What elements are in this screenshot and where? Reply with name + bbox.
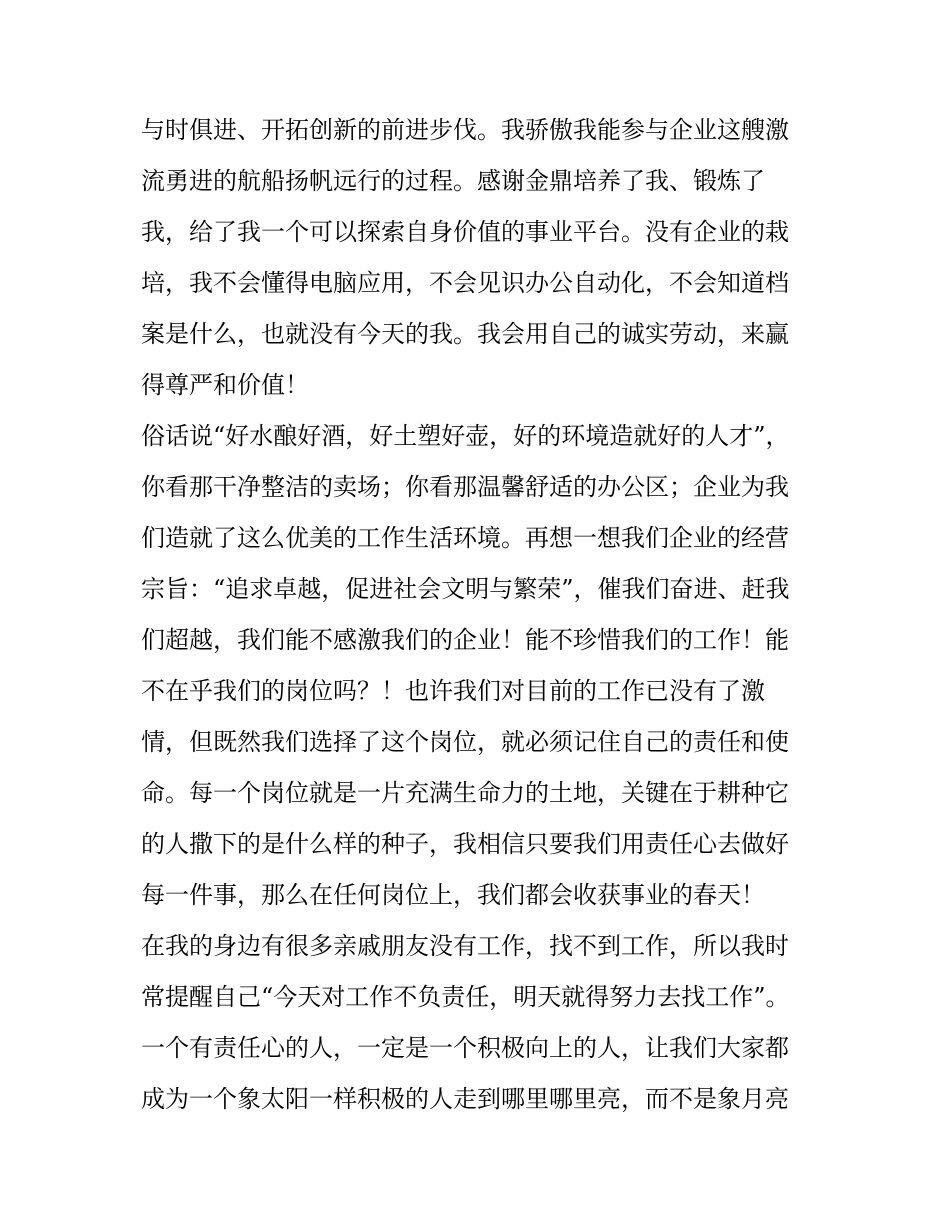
text-line: 命。每一个岗位就是一片充满生命力的土地，关键在于耕种它 <box>141 779 789 807</box>
text-line: 你看那干净整洁的卖场；你看那温馨舒适的办公区；企业为我 <box>141 473 789 501</box>
text-line: 们超越，我们能不感激我们的企业！能不珍惜我们的工作！能 <box>141 626 789 654</box>
text-line: 们造就了这么优美的工作生活环境。再想一想我们企业的经营 <box>141 524 789 552</box>
text-line: 一个有责任心的人，一定是一个积极向上的人，让我们大家都 <box>141 1034 789 1062</box>
text-line: 不在乎我们的岗位吗？！也许我们对目前的工作已没有了激 <box>141 677 765 705</box>
text-line: 的人撒下的是什么样的种子，我相信只要我们用责任心去做好 <box>141 830 789 858</box>
text-line: 在我的身边有很多亲戚朋友没有工作，找不到工作，所以我时 <box>141 932 789 960</box>
text-line: 案是什么，也就没有今天的我。我会用自己的诚实劳动，来赢 <box>141 320 789 348</box>
text-line: 每一件事，那么在任何岗位上，我们都会收获事业的春天！ <box>141 881 765 909</box>
text-line: 常提醒自己“今天对工作不负责任，明天就得努力去找工作”。 <box>141 983 790 1011</box>
text-line: 得尊严和价值！ <box>141 371 309 399</box>
text-line: 成为一个象太阳一样积极的人走到哪里哪里亮，而不是象月亮 <box>141 1085 789 1113</box>
text-line: 培，我不会懂得电脑应用，不会见识办公自动化，不会知道档 <box>141 269 789 297</box>
text-line: 俗话说“好水酿好酒，好土塑好壶，好的环境造就好的人才”， <box>141 422 790 450</box>
text-line: 我，给了我一个可以探索自身价值的事业平台。没有企业的栽 <box>141 218 789 246</box>
body-text <box>141 105 821 1125</box>
text-line: 宗旨：“追求卓越，促进社会文明与繁荣”，催我们奋进、赶我 <box>141 575 790 603</box>
text-line: 情，但既然我们选择了这个岗位，就必须记住自己的责任和使 <box>141 728 789 756</box>
text-line: 流勇进的航船扬帆远行的过程。感谢金鼎培养了我、锻炼了 <box>141 167 765 195</box>
text-line: 与时俱进、开拓创新的前进步伐。我骄傲我能参与企业这艘激 <box>141 116 789 144</box>
